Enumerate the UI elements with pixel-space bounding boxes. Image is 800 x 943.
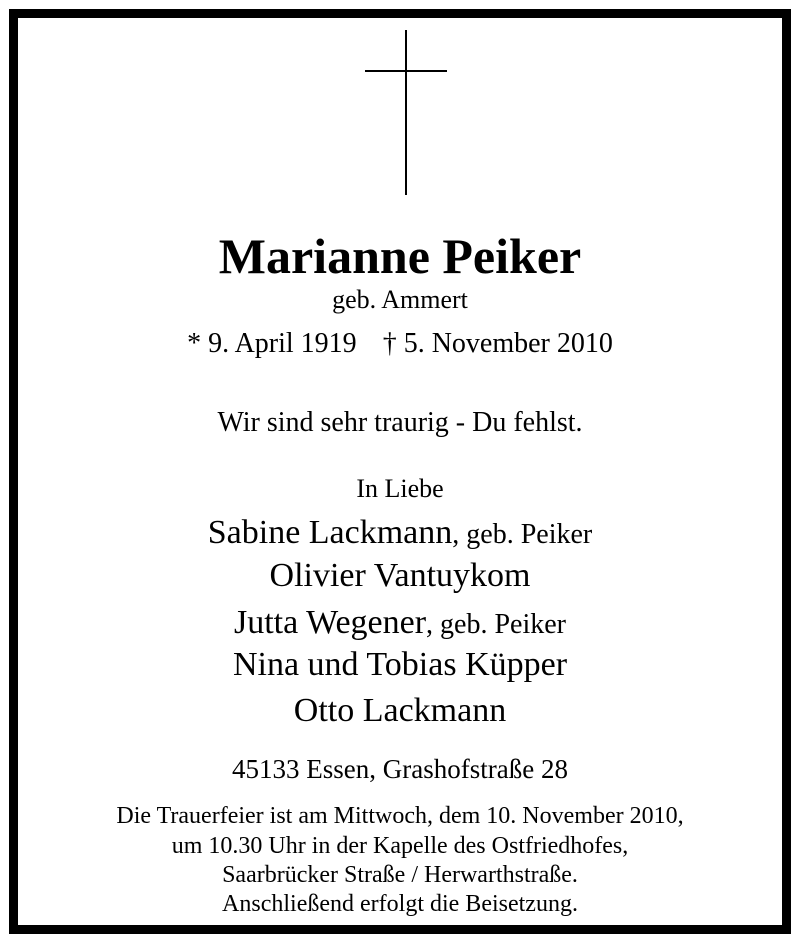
relative-suffix: , geb. Peiker xyxy=(426,609,567,640)
relative-line xyxy=(0,648,800,682)
relative-suffix: , geb. Peiker xyxy=(452,519,593,550)
relative-name: Jutta Wegener xyxy=(233,604,427,641)
relative-line xyxy=(0,694,800,728)
relative-name: Olivier Vantuykom xyxy=(269,557,531,594)
relative-name: Sabine Lackmann xyxy=(207,514,453,551)
relative-name: Nina und Tobias Küpper xyxy=(232,646,568,683)
motto-text: Wir sind sehr traurig - Du fehlst. xyxy=(217,407,583,438)
relative-line xyxy=(0,606,800,640)
ceremony-line: Anschließend erfolgt die Beisetzung. xyxy=(222,891,578,917)
relative-line xyxy=(0,516,800,550)
ceremony-line: Die Trauerfeier ist am Mittwoch, dem 10. November 2010, xyxy=(116,803,684,829)
relative-line xyxy=(0,559,800,593)
ceremony-line: um 10.30 Uhr in der Kapelle des Ostfriedhofes, xyxy=(171,833,629,859)
cross-horizontal-bar xyxy=(365,70,447,72)
closing-text: In Liebe xyxy=(356,474,444,503)
maiden-name: geb. Ammert xyxy=(332,285,468,314)
deceased-name: Marianne Peiker xyxy=(218,228,582,284)
ceremony-line: Saarbrücker Straße / Herwarthstraße. xyxy=(222,862,578,888)
death-date: † 5. November 2010 xyxy=(382,328,613,359)
family-address: 45133 Essen, Grashofstraße 28 xyxy=(232,754,568,784)
birth-date: * 9. April 1919 xyxy=(187,328,357,359)
cross-vertical-bar xyxy=(405,30,407,195)
life-dates xyxy=(0,330,800,358)
relative-name: Otto Lackmann xyxy=(293,692,507,729)
obituary-border xyxy=(9,9,791,934)
